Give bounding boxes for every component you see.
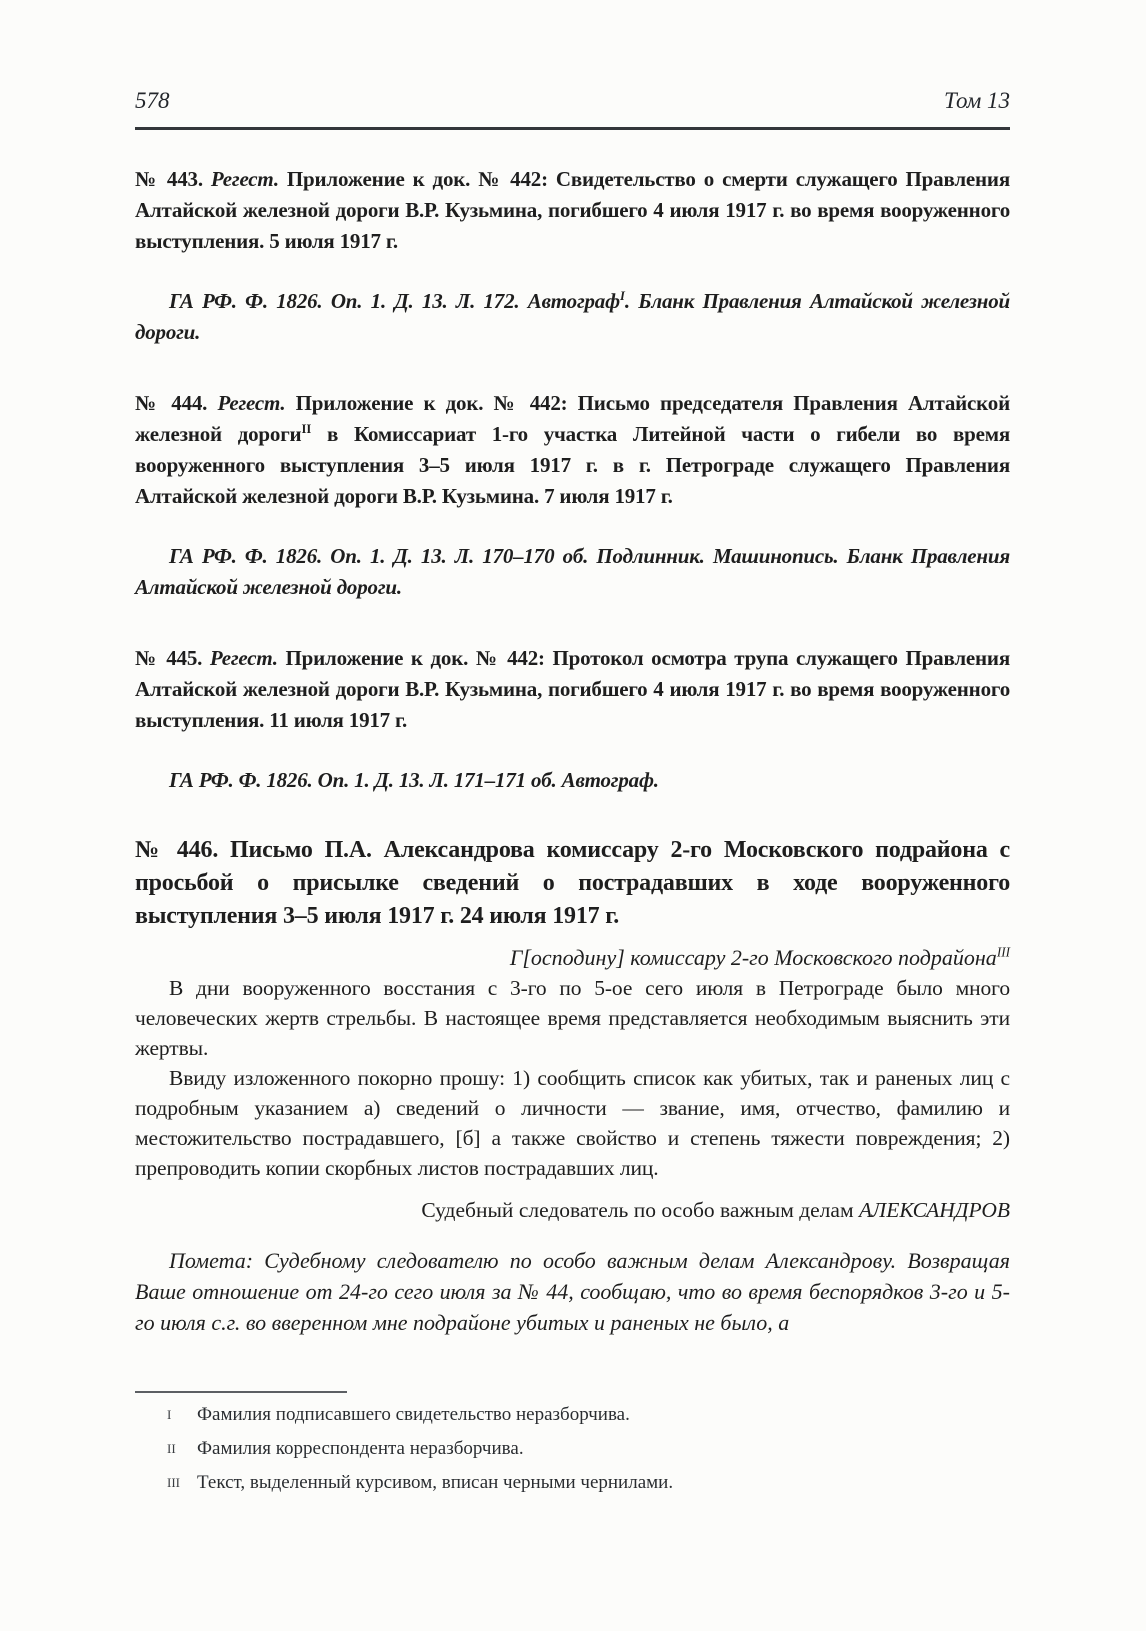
- footnote-2: [135, 1436, 1010, 1461]
- entry-body-cont: в Комиссариат 1-го участка Литейной части о гибели во время вооруженного выступления 3–5 июля 1917 г. в г. Петрограде служащего Правления Алтайской железной дороги В.Р. Кузьмина. 7 июля 1917 г.: [135, 422, 1010, 508]
- ref-text: ГА РФ. Ф. 1826. Оп. 1. Д. 13. Л. 170–170 об. Подлинник. Машинопись. Бланк Правления Алтайской железной дороги.: [135, 544, 1010, 599]
- footnote-separator-rule: [135, 1391, 347, 1393]
- entry-444-summary: [135, 388, 1010, 512]
- document-446: [135, 834, 1010, 1338]
- pometa-annotation: Помета: Судебному следователю по особо важным делам Александрову. Возвращая Ваше отношение от 24-го сего июля за № 44, сообщаю, что во время беспорядков 3-го и 5-го июля с.г. во вверенном мне подрайоне убитых и раненых не было, а: [135, 1248, 1010, 1335]
- salutation-text: Г[осподину] комиссару 2-го Московского подрайона: [509, 945, 997, 970]
- archive-reference-444: [135, 541, 1010, 603]
- entry-number: № 443.: [135, 167, 203, 191]
- entry-number: № 444.: [135, 391, 208, 415]
- letter-paragraph-2: Ввиду изложенного покорно прошу: 1) сообщить список как убитых, так и раненых лиц с подробным указанием а) сведений о личности — звание, имя, отчество, фамилию и местожительство пострадавшего, [б] а также свойство и степень тяжести повреждения; 2) препроводить копии скорбных листов пострадавших лиц.: [135, 1066, 1010, 1180]
- regest-label: Регест.: [217, 391, 286, 415]
- page-number: 578: [135, 88, 170, 113]
- entry-body: Приложение к док. № 442: Письмо председателя Правления Алтайской железной дороги: [135, 391, 1010, 446]
- entry-number: № 445.: [135, 646, 203, 670]
- footnote-mark: II: [167, 1441, 176, 1456]
- footnote-text: Фамилия корреспондента неразборчива.: [197, 1438, 524, 1459]
- regest-entry-445: [135, 643, 1010, 796]
- footnote-mark: I: [167, 1407, 172, 1422]
- signature-line: [135, 1195, 1010, 1226]
- ref-text: ГА РФ. Ф. 1826. Оп. 1. Д. 13. Л. 171–171 об. Автограф.: [169, 768, 659, 792]
- footnote-ref-icon: I: [619, 289, 625, 303]
- entry-body: Приложение к док. № 442: Свидетельство о смерти служащего Правления Алтайской железной дороги В.Р. Кузьмина, погибшего 4 июля 1917 г. во время вооруженного выступления. 5 июля 1917 г.: [135, 167, 1010, 253]
- entry-445-summary: [135, 643, 1010, 736]
- header-rule: [135, 127, 1010, 130]
- archive-reference-443: [135, 286, 1010, 348]
- regest-entry-443: [135, 164, 1010, 348]
- document-446-heading: № 446. Письмо П.А. Александрова комиссару 2-го Московского подрайона с просьбой о присылке сведений о пострадавших в ходе вооруженного выступления 3–5 июля 1917 г. 24 июля 1917 г.: [135, 837, 1010, 929]
- footnotes-block: [135, 1402, 1010, 1495]
- footnote-1: [135, 1402, 1010, 1427]
- ref-text: ГА РФ. Ф. 1826. Оп. 1. Д. 13. Л. 172. Автограф: [169, 289, 620, 313]
- salutation-line: [135, 942, 1010, 973]
- entry-body: Приложение к док. № 442: Протокол осмотра трупа служащего Правления Алтайской железной дороги В.Р. Кузьмина, погибшего 4 июля 1917 г. во время вооруженного выступления. 11 июля 1917 г.: [135, 646, 1010, 732]
- ref-text-cont: . Бланк Правления Алтайской железной дороги.: [135, 289, 1010, 344]
- volume-label: Том 13: [943, 88, 1010, 113]
- running-head: [135, 88, 1010, 114]
- footnote-text: Текст, выделенный курсивом, вписан черными чернилами.: [197, 1472, 674, 1493]
- archive-reference-445: [135, 765, 1010, 796]
- letter-paragraph-1: В дни вооруженного восстания с 3-го по 5-ое сего июля в Петрограде было много человеческих жертв стрельбы. В настоящее время представляется необходимым выяснить эти жертвы.: [135, 976, 1010, 1060]
- footnote-text: Фамилия подписавшего свидетельство неразборчива.: [197, 1404, 630, 1425]
- signature-name: АЛЕКСАНДРОВ: [858, 1198, 1010, 1222]
- regest-label: Регест.: [210, 167, 279, 191]
- regest-label: Регест.: [209, 646, 278, 670]
- footnote-3: [135, 1470, 1010, 1495]
- footnote-ref-icon: III: [996, 944, 1010, 960]
- footnote-ref-icon: II: [301, 422, 312, 436]
- footnote-mark: III: [167, 1475, 180, 1490]
- entry-443-summary: [135, 164, 1010, 257]
- regest-entry-444: [135, 388, 1010, 603]
- signature-role: Судебный следователь по особо важным делам: [421, 1198, 854, 1222]
